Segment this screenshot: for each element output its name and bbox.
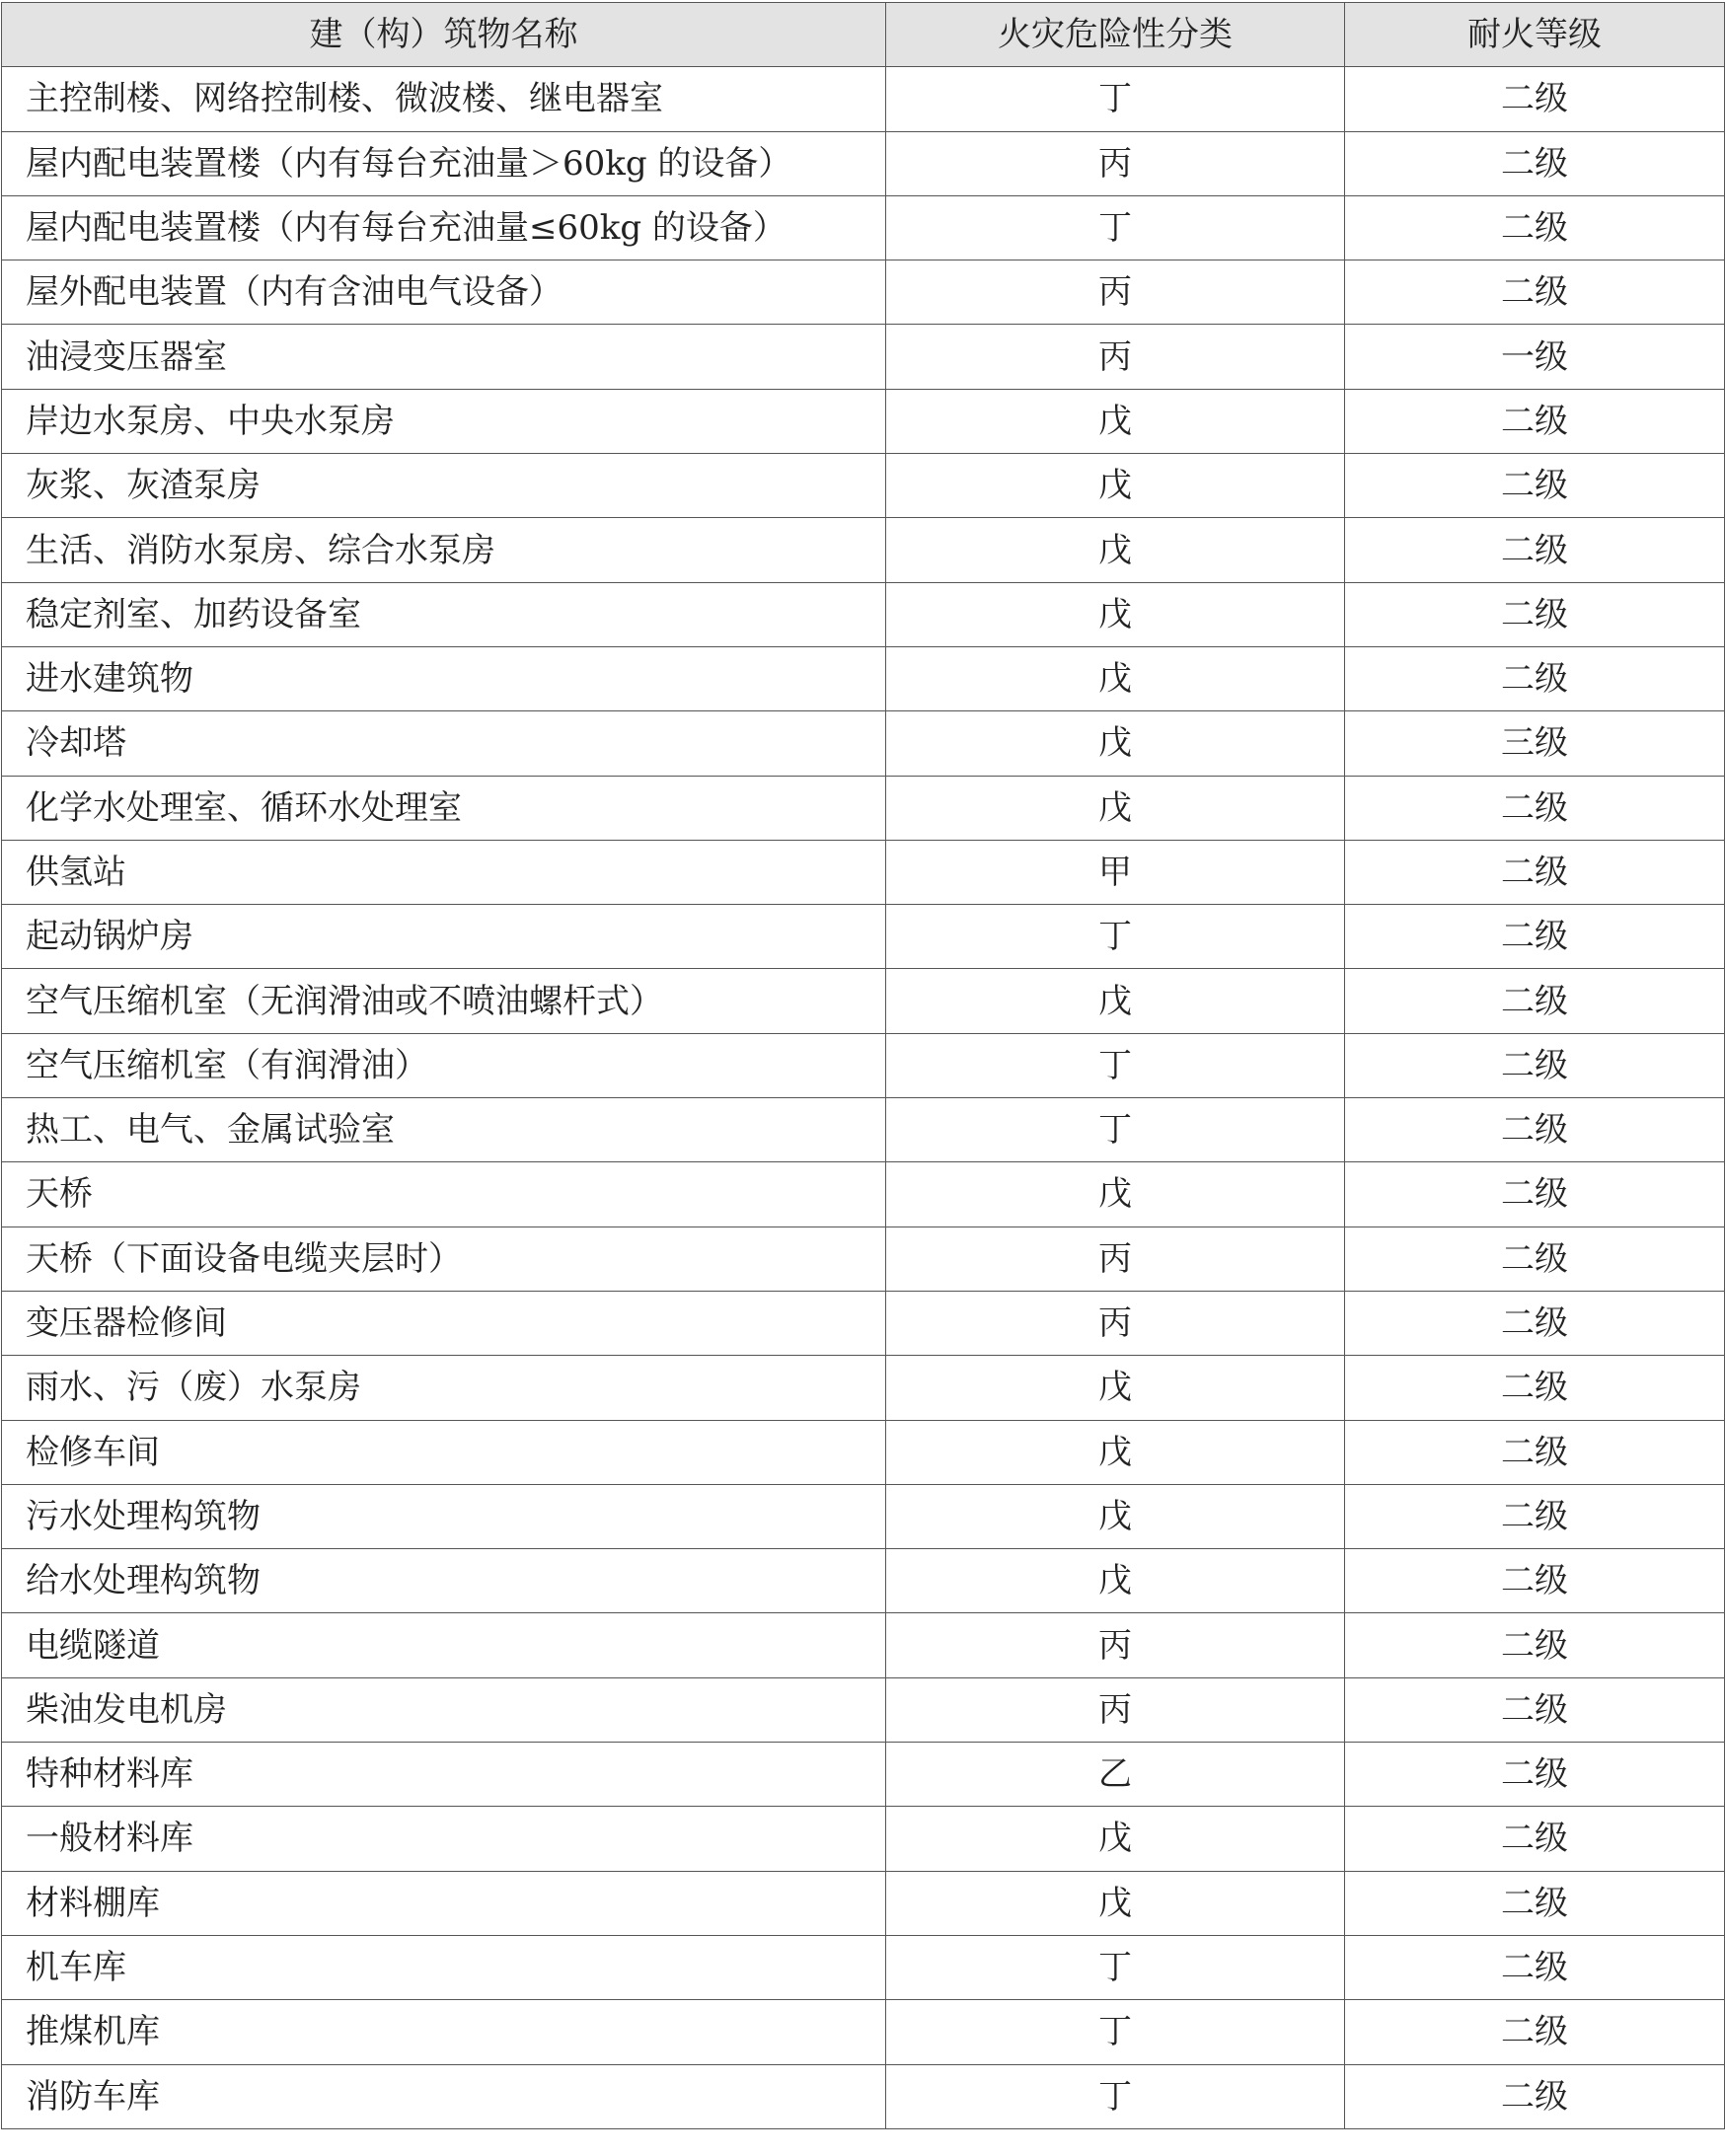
cell-fire-resistance-grade: 二级 — [1345, 1098, 1725, 1162]
cell-building-name: 消防车库 — [2, 2064, 886, 2128]
table-row — [2, 67, 1725, 131]
cell-building-name: 特种材料库 — [2, 1743, 886, 1807]
table-row — [2, 1613, 1725, 1677]
cell-building-name: 油浸变压器室 — [2, 325, 886, 389]
cell-fire-resistance-grade: 二级 — [1345, 1613, 1725, 1677]
cell-fire-resistance-grade: 二级 — [1345, 131, 1725, 195]
table-row — [2, 1420, 1725, 1484]
table-row — [2, 1743, 1725, 1807]
cell-fire-resistance-grade: 二级 — [1345, 840, 1725, 904]
cell-fire-hazard-class: 丁 — [886, 1098, 1345, 1162]
cell-building-name: 屋外配电装置（内有含油电气设备） — [2, 260, 886, 325]
cell-building-name: 一般材料库 — [2, 1807, 886, 1871]
cell-fire-hazard-class: 甲 — [886, 840, 1345, 904]
table-row — [2, 518, 1725, 582]
cell-fire-resistance-grade: 一级 — [1345, 325, 1725, 389]
cell-fire-resistance-grade: 二级 — [1345, 905, 1725, 969]
cell-fire-resistance-grade: 三级 — [1345, 711, 1725, 776]
cell-building-name: 进水建筑物 — [2, 646, 886, 710]
cell-building-name: 热工、电气、金属试验室 — [2, 1098, 886, 1162]
cell-building-name: 供氢站 — [2, 840, 886, 904]
cell-fire-hazard-class: 丁 — [886, 1033, 1345, 1097]
cell-fire-resistance-grade: 二级 — [1345, 776, 1725, 840]
cell-building-name: 起动锅炉房 — [2, 905, 886, 969]
table-row — [2, 454, 1725, 518]
table-row — [2, 582, 1725, 646]
cell-fire-resistance-grade: 二级 — [1345, 1935, 1725, 1999]
table-row — [2, 1807, 1725, 1871]
table-row — [2, 2064, 1725, 2128]
cell-fire-hazard-class: 丙 — [886, 325, 1345, 389]
table-row — [2, 1098, 1725, 1162]
cell-building-name: 污水处理构筑物 — [2, 1484, 886, 1548]
table-body — [2, 67, 1725, 2129]
cell-fire-hazard-class: 戊 — [886, 646, 1345, 710]
cell-fire-hazard-class: 戊 — [886, 711, 1345, 776]
cell-fire-resistance-grade: 二级 — [1345, 1743, 1725, 1807]
cell-fire-resistance-grade: 二级 — [1345, 1871, 1725, 1935]
cell-fire-resistance-grade: 二级 — [1345, 260, 1725, 325]
cell-fire-hazard-class: 丙 — [886, 260, 1345, 325]
table-row — [2, 389, 1725, 453]
cell-building-name: 推煤机库 — [2, 2000, 886, 2064]
cell-fire-resistance-grade: 二级 — [1345, 1549, 1725, 1613]
cell-fire-hazard-class: 丙 — [886, 1677, 1345, 1742]
cell-fire-resistance-grade: 二级 — [1345, 389, 1725, 453]
cell-building-name: 屋内配电装置楼（内有每台充油量≤60kg 的设备） — [2, 195, 886, 260]
cell-fire-hazard-class: 戊 — [886, 1162, 1345, 1227]
cell-building-name: 材料棚库 — [2, 1871, 886, 1935]
table-row — [2, 776, 1725, 840]
cell-fire-resistance-grade: 二级 — [1345, 1033, 1725, 1097]
cell-fire-resistance-grade: 二级 — [1345, 1420, 1725, 1484]
cell-building-name: 雨水、污（废）水泵房 — [2, 1356, 886, 1420]
cell-fire-hazard-class: 戊 — [886, 454, 1345, 518]
table-row — [2, 1356, 1725, 1420]
header-fire-hazard-class: 火灾危险性分类 — [886, 3, 1345, 67]
cell-fire-resistance-grade: 二级 — [1345, 1677, 1725, 1742]
cell-building-name: 给水处理构筑物 — [2, 1549, 886, 1613]
fire-rating-table — [1, 2, 1725, 2129]
cell-fire-hazard-class: 戊 — [886, 969, 1345, 1033]
cell-fire-hazard-class: 戊 — [886, 1549, 1345, 1613]
cell-fire-hazard-class: 戊 — [886, 518, 1345, 582]
table-row — [2, 646, 1725, 710]
table-row — [2, 260, 1725, 325]
table-row — [2, 840, 1725, 904]
table-row — [2, 969, 1725, 1033]
cell-fire-hazard-class: 丁 — [886, 67, 1345, 131]
cell-fire-hazard-class: 戊 — [886, 389, 1345, 453]
cell-fire-hazard-class: 丁 — [886, 2064, 1345, 2128]
cell-building-name: 屋内配电装置楼（内有每台充油量＞60kg 的设备） — [2, 131, 886, 195]
table-row — [2, 1227, 1725, 1291]
table-row — [2, 1549, 1725, 1613]
cell-building-name: 生活、消防水泵房、综合水泵房 — [2, 518, 886, 582]
cell-fire-resistance-grade: 二级 — [1345, 67, 1725, 131]
header-fire-resistance-grade: 耐火等级 — [1345, 3, 1725, 67]
table-row — [2, 131, 1725, 195]
cell-fire-hazard-class: 戊 — [886, 776, 1345, 840]
cell-fire-resistance-grade: 二级 — [1345, 1291, 1725, 1355]
cell-fire-hazard-class: 戊 — [886, 1807, 1345, 1871]
cell-building-name: 天桥（下面设备电缆夹层时） — [2, 1227, 886, 1291]
table-row — [2, 905, 1725, 969]
cell-building-name: 空气压缩机室（无润滑油或不喷油螺杆式） — [2, 969, 886, 1033]
cell-fire-resistance-grade: 二级 — [1345, 646, 1725, 710]
table-row — [2, 711, 1725, 776]
table-header-row — [2, 3, 1725, 67]
cell-building-name: 灰浆、灰渣泵房 — [2, 454, 886, 518]
cell-building-name: 岸边水泵房、中央水泵房 — [2, 389, 886, 453]
cell-fire-hazard-class: 丙 — [886, 1291, 1345, 1355]
cell-fire-hazard-class: 丙 — [886, 1227, 1345, 1291]
cell-building-name: 检修车间 — [2, 1420, 886, 1484]
cell-fire-hazard-class: 丁 — [886, 1935, 1345, 1999]
table-row — [2, 1871, 1725, 1935]
cell-building-name: 空气压缩机室（有润滑油） — [2, 1033, 886, 1097]
cell-fire-hazard-class: 丁 — [886, 195, 1345, 260]
cell-fire-resistance-grade: 二级 — [1345, 518, 1725, 582]
cell-fire-resistance-grade: 二级 — [1345, 582, 1725, 646]
cell-fire-hazard-class: 乙 — [886, 1743, 1345, 1807]
cell-fire-hazard-class: 丙 — [886, 1613, 1345, 1677]
cell-fire-hazard-class: 丁 — [886, 905, 1345, 969]
cell-building-name: 主控制楼、网络控制楼、微波楼、继电器室 — [2, 67, 886, 131]
table-row — [2, 1484, 1725, 1548]
cell-fire-hazard-class: 戊 — [886, 1871, 1345, 1935]
cell-fire-resistance-grade: 二级 — [1345, 1162, 1725, 1227]
cell-building-name: 变压器检修间 — [2, 1291, 886, 1355]
cell-fire-resistance-grade: 二级 — [1345, 195, 1725, 260]
table-row — [2, 1162, 1725, 1227]
cell-building-name: 冷却塔 — [2, 711, 886, 776]
table-row — [2, 2000, 1725, 2064]
cell-building-name: 稳定剂室、加药设备室 — [2, 582, 886, 646]
table-row — [2, 195, 1725, 260]
cell-fire-resistance-grade: 二级 — [1345, 454, 1725, 518]
table-row — [2, 1033, 1725, 1097]
cell-fire-resistance-grade: 二级 — [1345, 2064, 1725, 2128]
cell-fire-resistance-grade: 二级 — [1345, 969, 1725, 1033]
cell-fire-hazard-class: 戊 — [886, 1484, 1345, 1548]
cell-fire-hazard-class: 丙 — [886, 131, 1345, 195]
cell-fire-hazard-class: 戊 — [886, 1356, 1345, 1420]
cell-fire-resistance-grade: 二级 — [1345, 1807, 1725, 1871]
cell-building-name: 柴油发电机房 — [2, 1677, 886, 1742]
cell-building-name: 电缆隧道 — [2, 1613, 886, 1677]
cell-building-name: 天桥 — [2, 1162, 886, 1227]
table-row — [2, 1291, 1725, 1355]
cell-building-name: 化学水处理室、循环水处理室 — [2, 776, 886, 840]
cell-building-name: 机车库 — [2, 1935, 886, 1999]
cell-fire-hazard-class: 丁 — [886, 2000, 1345, 2064]
cell-fire-hazard-class: 戊 — [886, 1420, 1345, 1484]
table-row — [2, 1935, 1725, 1999]
table-row — [2, 325, 1725, 389]
cell-fire-resistance-grade: 二级 — [1345, 2000, 1725, 2064]
table-row — [2, 1677, 1725, 1742]
cell-fire-resistance-grade: 二级 — [1345, 1356, 1725, 1420]
cell-fire-resistance-grade: 二级 — [1345, 1484, 1725, 1548]
header-building-name: 建（构）筑物名称 — [2, 3, 886, 67]
cell-fire-resistance-grade: 二级 — [1345, 1227, 1725, 1291]
cell-fire-hazard-class: 戊 — [886, 582, 1345, 646]
